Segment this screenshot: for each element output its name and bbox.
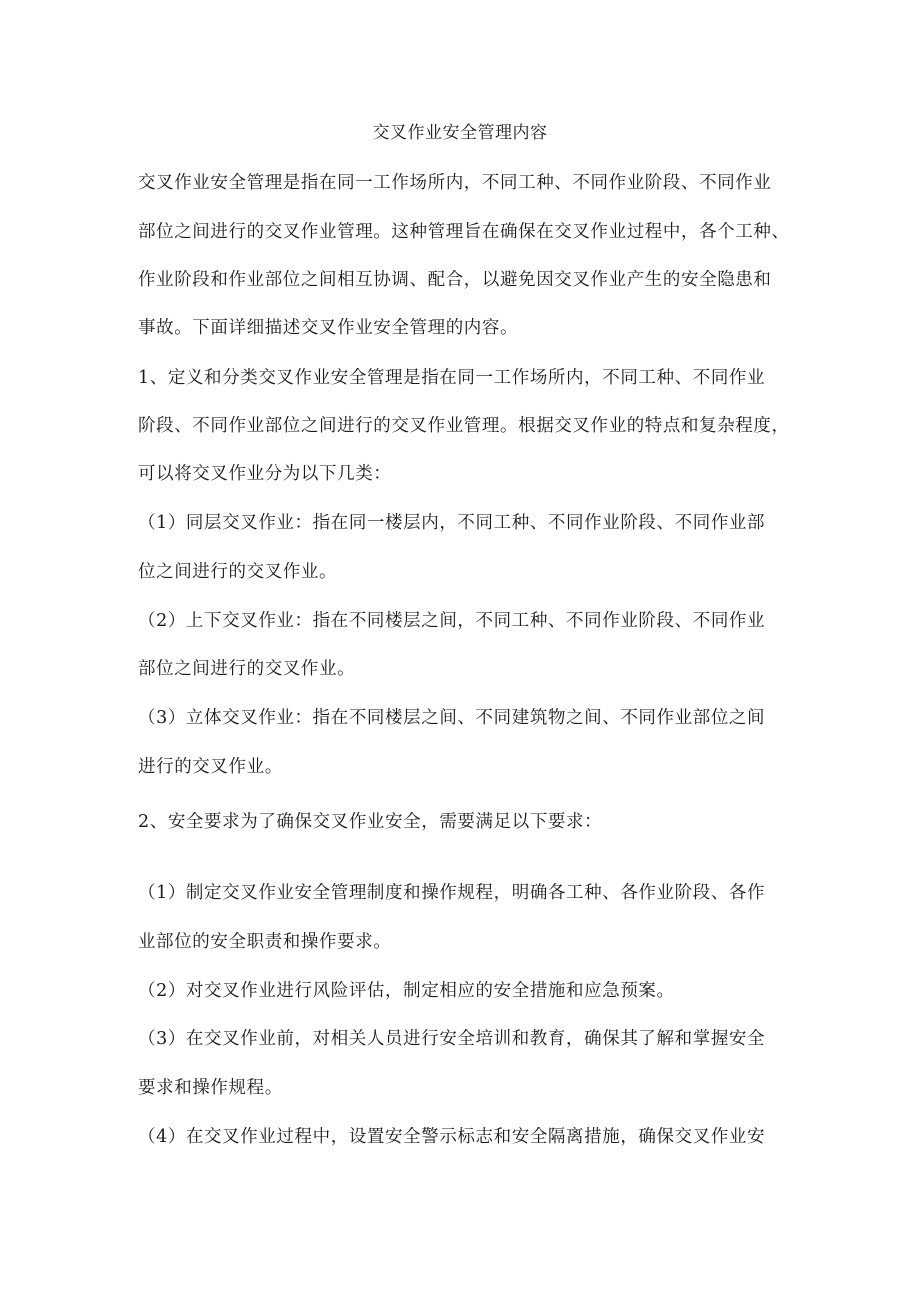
paragraph-line: 2、安全要求为了确保交叉作业安全，需要满足以下要求：	[138, 812, 603, 832]
document-title: 交叉作业安全管理内容	[372, 123, 548, 143]
paragraph-line: 阶段、不同作业部位之间进行的交叉作业管理。根据交叉作业的特点和复杂程度，	[138, 416, 790, 436]
list-item-line: 进行的交叉作业。	[138, 757, 283, 777]
list-item-line: 部位之间进行的交叉作业。	[138, 659, 356, 679]
list-item-line: 要求和操作规程。	[138, 1078, 283, 1098]
paragraph-line: 1、定义和分类交叉作业安全管理是指在同一工作场所内，不同工种、不同作业	[138, 368, 766, 388]
list-item-line: 业部位的安全职责和操作要求。	[138, 932, 392, 952]
list-item-line: （1）同层交叉作业：指在同一楼层内，不同工种、不同作业阶段、不同作业部	[138, 513, 766, 533]
list-item-line: 位之间进行的交叉作业。	[138, 562, 338, 582]
paragraph-line: 事故。下面详细描述交叉作业安全管理的内容。	[138, 318, 519, 338]
paragraph-line: 交叉作业安全管理是指在同一工作场所内，不同工种、不同作业阶段、不同作业	[138, 173, 772, 193]
paragraph-line: 可以将交叉作业分为以下几类：	[138, 464, 392, 484]
paragraph-line: 作业阶段和作业部位之间相互协调、配合，以避免因交叉作业产生的安全隐患和	[138, 270, 772, 290]
list-item-line: （3）在交叉作业前，对相关人员进行安全培训和教育，确保其了解和掌握安全	[138, 1029, 766, 1049]
paragraph-line: 部位之间进行的交叉作业管理。这种管理旨在确保在交叉作业过程中，各个工种、	[138, 222, 790, 242]
list-item-line: （1）制定交叉作业安全管理制度和操作规程，明确各工种、各作业阶段、各作	[138, 883, 766, 903]
list-item-line: （2）上下交叉作业：指在不同楼层之间，不同工种、不同作业阶段、不同作业	[138, 611, 766, 631]
list-item-line: （4）在交叉作业过程中，设置安全警示标志和安全隔离措施，确保交叉作业安	[138, 1127, 766, 1147]
list-item-line: （3）立体交叉作业：指在不同楼层之间、不同建筑物之间、不同作业部位之间	[138, 708, 766, 728]
list-item-line: （2）对交叉作业进行风险评估，制定相应的安全措施和应急预案。	[138, 981, 675, 1001]
